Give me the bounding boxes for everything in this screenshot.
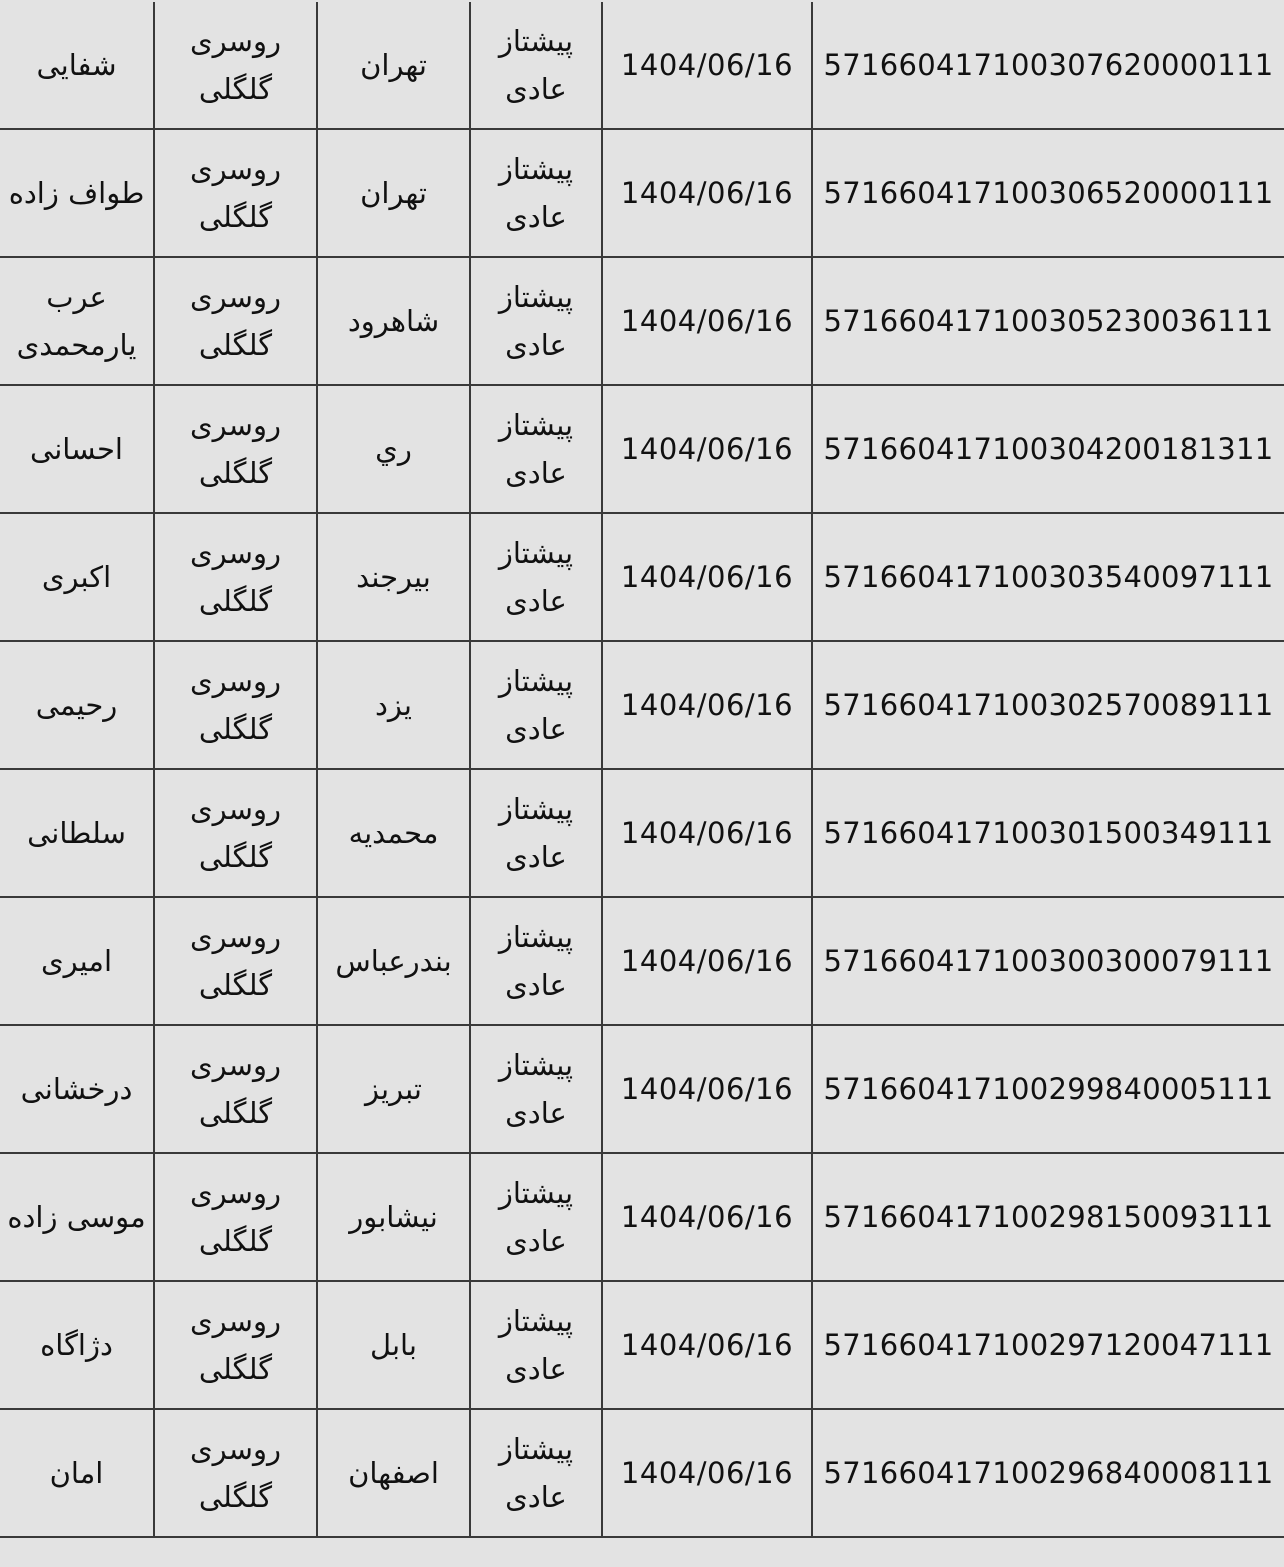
date-cell: [602, 385, 812, 513]
recipient-name: طواف زاده: [8, 176, 145, 210]
recipient-name: عرب یارمحمدی: [16, 280, 137, 362]
product-line2: گلگلی: [198, 968, 273, 1002]
product-cell: [154, 513, 317, 641]
tracking-number: 571660417100303540097111: [823, 560, 1274, 594]
service-cell: [470, 1025, 602, 1153]
service-cell: [470, 1281, 602, 1409]
service-line2: عادی: [505, 1480, 567, 1514]
recipient-name: امان: [49, 1456, 104, 1490]
table-row: [0, 769, 1284, 897]
product-line1: روسری: [189, 152, 281, 186]
recipient-name: سلطانی: [27, 816, 126, 850]
tracking-cell: [812, 129, 1284, 257]
product-line2: گلگلی: [198, 200, 273, 234]
product-cell: [154, 257, 317, 385]
product-cell: [154, 769, 317, 897]
service-cell: [470, 1153, 602, 1281]
service-cell: [470, 1409, 602, 1537]
city: ري: [375, 432, 412, 466]
product-line1: روسری: [189, 920, 281, 954]
product-line1: روسری: [189, 24, 281, 58]
service-line2: عادی: [505, 840, 567, 874]
table-row: [0, 129, 1284, 257]
city: یزد: [375, 688, 412, 722]
service-line2: عادی: [505, 968, 567, 1002]
product-line2: گلگلی: [198, 1352, 273, 1386]
product-line1: روسری: [189, 1048, 281, 1082]
city-cell: [317, 1409, 470, 1537]
date-cell: [602, 641, 812, 769]
shipment-date: 1404/06/16: [620, 560, 794, 594]
product-line2: گلگلی: [198, 1096, 273, 1130]
shipment-date: 1404/06/16: [620, 304, 794, 338]
shipments-table-body: [0, 2, 1284, 1537]
city: بابل: [370, 1328, 417, 1362]
service-cell: [470, 2, 602, 129]
service-line1: پیشتاز: [498, 1176, 574, 1210]
recipient-name-cell: [0, 2, 154, 129]
recipient-name-cell: [0, 769, 154, 897]
service-line1: پیشتاز: [498, 920, 574, 954]
tracking-number: 571660417100301500349111: [823, 816, 1274, 850]
city: تهران: [360, 48, 427, 82]
tracking-cell: [812, 2, 1284, 129]
recipient-name-cell: [0, 1281, 154, 1409]
table-row: [0, 1025, 1284, 1153]
tracking-number: 571660417100296840008111: [823, 1456, 1274, 1490]
recipient-name: احسانی: [30, 432, 123, 466]
recipient-name: شفایی: [36, 48, 117, 82]
shipment-date: 1404/06/16: [620, 432, 794, 466]
date-cell: [602, 1025, 812, 1153]
product-line2: گلگلی: [198, 1224, 273, 1258]
product-line2: گلگلی: [198, 840, 273, 874]
tracking-cell: [812, 769, 1284, 897]
tracking-number: 571660417100304200181311: [823, 432, 1274, 466]
table-row: [0, 257, 1284, 385]
tracking-number: 571660417100299840005111: [823, 1072, 1274, 1106]
product-line1: روسری: [189, 664, 281, 698]
shipment-date: 1404/06/16: [620, 816, 794, 850]
city: تهران: [360, 176, 427, 210]
product-cell: [154, 641, 317, 769]
date-cell: [602, 1153, 812, 1281]
city-cell: [317, 1281, 470, 1409]
city-cell: [317, 1025, 470, 1153]
service-line2: عادی: [505, 1096, 567, 1130]
service-line2: عادی: [505, 328, 567, 362]
recipient-name-cell: [0, 385, 154, 513]
recipient-name-cell: [0, 257, 154, 385]
tracking-cell: [812, 897, 1284, 1025]
city: اصفهان: [348, 1456, 439, 1490]
service-line1: پیشتاز: [498, 664, 574, 698]
recipient-name-cell: [0, 1409, 154, 1537]
service-line2: عادی: [505, 584, 567, 618]
city-cell: [317, 897, 470, 1025]
tracking-number: 571660417100297120047111: [823, 1328, 1274, 1362]
date-cell: [602, 257, 812, 385]
city: شاهرود: [347, 304, 440, 338]
recipient-name: درخشانی: [20, 1072, 133, 1106]
tracking-cell: [812, 385, 1284, 513]
product-line1: روسری: [189, 408, 281, 442]
product-line1: روسری: [189, 1304, 281, 1338]
product-cell: [154, 1025, 317, 1153]
service-cell: [470, 769, 602, 897]
service-line1: پیشتاز: [498, 24, 574, 58]
shipment-date: 1404/06/16: [620, 944, 794, 978]
product-cell: [154, 1281, 317, 1409]
service-line1: پیشتاز: [498, 152, 574, 186]
table-row: [0, 641, 1284, 769]
date-cell: [602, 769, 812, 897]
date-cell: [602, 2, 812, 129]
service-line1: پیشتاز: [498, 408, 574, 442]
city: بیرجند: [356, 560, 431, 594]
product-cell: [154, 2, 317, 129]
tracking-number: 571660417100306520000111: [823, 176, 1274, 210]
city-cell: [317, 385, 470, 513]
shipment-date: 1404/06/16: [620, 1328, 794, 1362]
tracking-number: 571660417100302570089111: [823, 688, 1274, 722]
recipient-name: اکبری: [41, 560, 112, 594]
service-line1: پیشتاز: [498, 1304, 574, 1338]
product-line2: گلگلی: [198, 72, 273, 106]
city: محمدیه: [348, 816, 439, 850]
city-cell: [317, 641, 470, 769]
recipient-name-cell: [0, 897, 154, 1025]
product-cell: [154, 897, 317, 1025]
city: نیشابور: [349, 1200, 438, 1234]
city-cell: [317, 769, 470, 897]
date-cell: [602, 897, 812, 1025]
service-line2: عادی: [505, 1352, 567, 1386]
table-row: [0, 2, 1284, 129]
tracking-cell: [812, 257, 1284, 385]
tracking-cell: [812, 641, 1284, 769]
recipient-name: رحیمی: [35, 688, 118, 722]
service-cell: [470, 641, 602, 769]
date-cell: [602, 513, 812, 641]
service-line1: پیشتاز: [498, 536, 574, 570]
recipient-name-cell: [0, 129, 154, 257]
recipient-name: امیری: [40, 944, 113, 978]
service-line1: پیشتاز: [498, 1432, 574, 1466]
product-cell: [154, 129, 317, 257]
tracking-number: 571660417100300300079111: [823, 944, 1274, 978]
shipment-date: 1404/06/16: [620, 48, 794, 82]
service-line2: عادی: [505, 712, 567, 746]
shipment-date: 1404/06/16: [620, 1072, 794, 1106]
shipment-date: 1404/06/16: [620, 1456, 794, 1490]
tracking-number: 571660417100298150093111: [823, 1200, 1274, 1234]
service-cell: [470, 513, 602, 641]
product-line1: روسری: [189, 280, 281, 314]
service-cell: [470, 385, 602, 513]
product-cell: [154, 1409, 317, 1537]
city: بندرعباس: [335, 944, 452, 978]
date-cell: [602, 1281, 812, 1409]
product-line2: گلگلی: [198, 584, 273, 618]
date-cell: [602, 1409, 812, 1537]
tracking-number: 571660417100307620000111: [823, 48, 1274, 82]
shipment-date: 1404/06/16: [620, 1200, 794, 1234]
tracking-cell: [812, 513, 1284, 641]
product-line2: گلگلی: [198, 712, 273, 746]
city-cell: [317, 2, 470, 129]
city-cell: [317, 1153, 470, 1281]
city: تبریز: [365, 1072, 422, 1106]
recipient-name-cell: [0, 1025, 154, 1153]
shipments-table: [0, 2, 1284, 1538]
shipment-date: 1404/06/16: [620, 688, 794, 722]
table-row: [0, 1281, 1284, 1409]
tracking-cell: [812, 1153, 1284, 1281]
table-row: [0, 1409, 1284, 1537]
date-cell: [602, 129, 812, 257]
city-cell: [317, 513, 470, 641]
service-line2: عادی: [505, 1224, 567, 1258]
table-row: [0, 897, 1284, 1025]
product-line1: روسری: [189, 792, 281, 826]
recipient-name-cell: [0, 513, 154, 641]
product-line2: گلگلی: [198, 1480, 273, 1514]
product-cell: [154, 385, 317, 513]
product-line1: روسری: [189, 536, 281, 570]
recipient-name: دژاگاه: [40, 1328, 113, 1362]
service-line1: پیشتاز: [498, 1048, 574, 1082]
product-line1: روسری: [189, 1176, 281, 1210]
service-line2: عادی: [505, 456, 567, 490]
table-row: [0, 1153, 1284, 1281]
recipient-name-cell: [0, 1153, 154, 1281]
tracking-cell: [812, 1409, 1284, 1537]
table-row: [0, 385, 1284, 513]
service-line2: عادی: [505, 72, 567, 106]
city-cell: [317, 129, 470, 257]
product-line2: گلگلی: [198, 328, 273, 362]
service-cell: [470, 257, 602, 385]
service-cell: [470, 129, 602, 257]
table-row: [0, 513, 1284, 641]
shipment-date: 1404/06/16: [620, 176, 794, 210]
product-cell: [154, 1153, 317, 1281]
service-line1: پیشتاز: [498, 280, 574, 314]
product-line1: روسری: [189, 1432, 281, 1466]
service-line2: عادی: [505, 200, 567, 234]
service-cell: [470, 897, 602, 1025]
tracking-cell: [812, 1025, 1284, 1153]
recipient-name: موسی زاده: [7, 1200, 146, 1234]
recipient-name-cell: [0, 641, 154, 769]
service-line1: پیشتاز: [498, 792, 574, 826]
city-cell: [317, 257, 470, 385]
tracking-cell: [812, 1281, 1284, 1409]
product-line2: گلگلی: [198, 456, 273, 490]
tracking-number: 571660417100305230036111: [823, 304, 1274, 338]
